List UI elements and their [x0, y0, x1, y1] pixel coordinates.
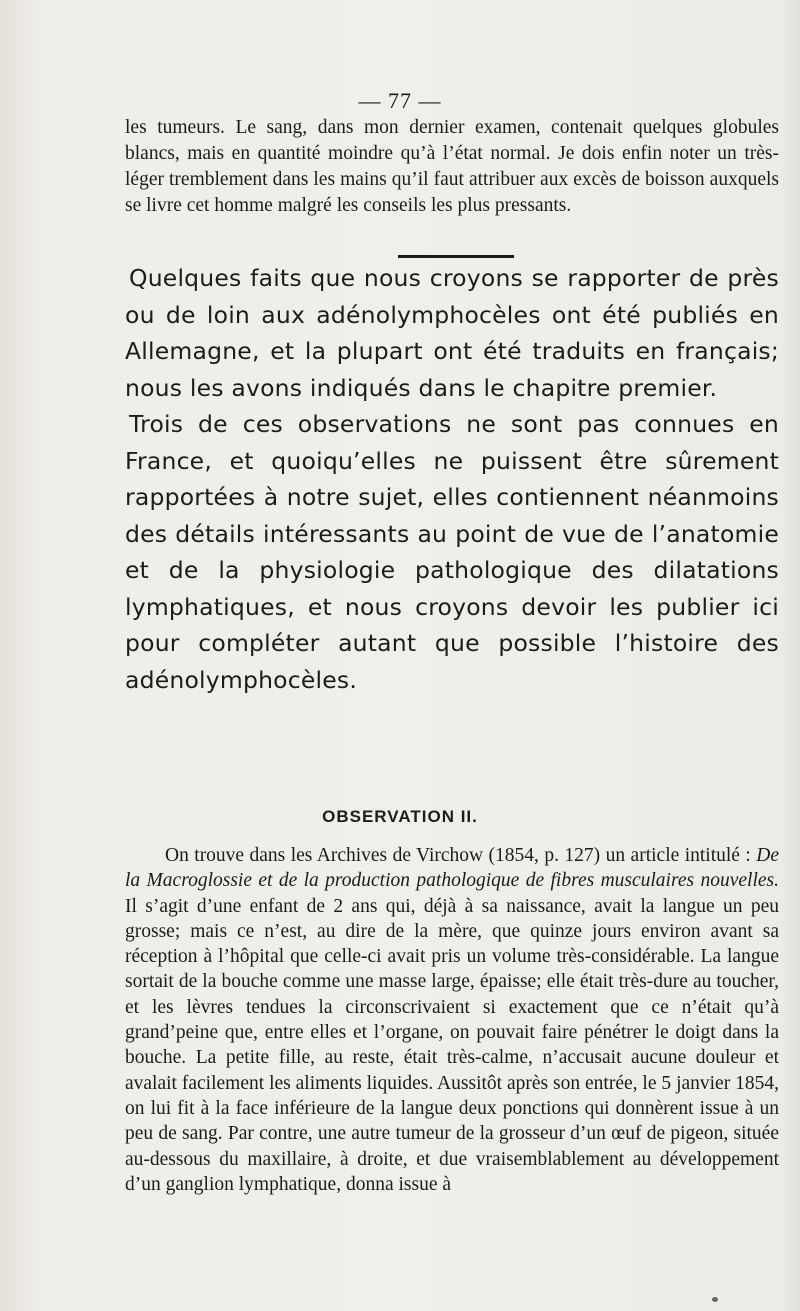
observation-paragraph [125, 843, 779, 1197]
section-divider [398, 255, 514, 258]
paper-spot [712, 1297, 718, 1302]
observation-heading: OBSERVATION II. [322, 807, 478, 826]
intro-paragraph-block [125, 115, 779, 219]
observation-text-start: On trouve dans les Archives de Virchow (1854, p. 127) un article intitulé : [165, 845, 757, 866]
main-text-block [125, 260, 779, 698]
main-paragraph-2: Trois de ces observations ne sont pas connues en France, et quoiqu’elles ne puissent être sûrement rapportées à notre sujet, elles contiennent néanmoins des détails intéressants au point de vue de l’anatomie et de la physiologie pathologique des dilatations lymphatiques, et nous croyons devoir les publier ici pour compléter autant que possible l’histoire des adénolymphocèles. [125, 410, 779, 694]
intro-paragraph: les tumeurs. Le sang, dans mon dernier examen, contenait quelques globules blancs, mais en quantité moindre qu’à l’état normal. Je dois enfin noter un très-léger tremblement dans les mains qu’il faut attribuer aux excès de boisson auxquels se livre cet homme malgré les conseils les plus pressants. [125, 117, 779, 216]
main-paragraph-1: Quelques faits que nous croyons se rapporter de près ou de loin aux adénolymphocèles ont été publiés en Allemagne, et la plupart ont été traduits en français; nous les avons indiqués dans le chapitre premier. [125, 264, 779, 402]
page-number: — 77 — [358, 88, 442, 113]
observation-text-rest: Il s’agit d’une enfant de 2 ans qui, déjà à sa naissance, avait la langue un peu grosse; mais ce n’est, au dire de la mère, que quinze jours environ avant sa réception à l’hôpital que celle-ci avait pris un volume très-considérable. La langue sortait de la bouche comme une masse large, épaisse; elle était très-dure au toucher, et les lèvres tendues la circonscrivaient si exactement que ce n’était qu’à grand’peine que, entre elles et l’organe, on pouvait faire pénétrer le doigt dans la bouche. La petite fille, au reste, était très-calme, n’accusait aucune douleur et avalait facilement les aliments liquides. Aussitôt après son entrée, le 5 janvier 1854, on lui fit à la face inférieure de la langue deux ponctions qui donnèrent issue à un peu de sang. Par contre, une autre tumeur de la grosseur d’un œuf de pigeon, située au-dessous du maxillaire, à droite, et due vraisemblablement au développement d’un ganglion lymphatique, donna issue à [125, 895, 779, 1195]
article-title: De la Macroglossie et de la production pathologique de fibres musculaires nouvelles. [125, 845, 779, 892]
observation-block [125, 843, 779, 1197]
